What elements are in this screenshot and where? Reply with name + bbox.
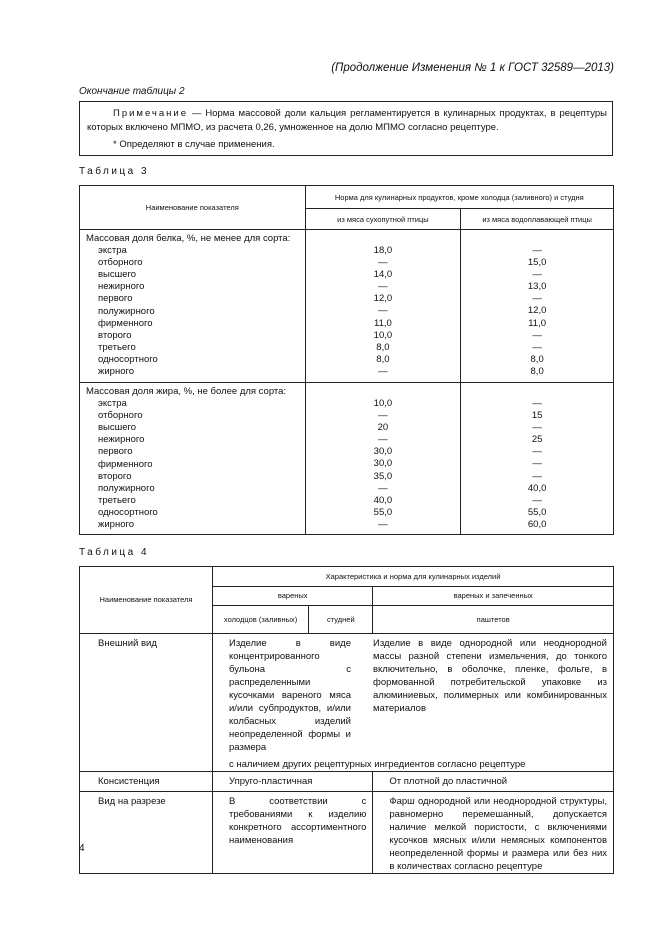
table3-cell: 35,0 [373,470,393,482]
table4-row-section-name: Вид на разрезе [80,792,213,874]
table3-group2-names [80,383,306,535]
table3-cell: — [532,293,542,305]
table3-cell: — [378,257,388,269]
table3-group2-col2 [461,383,614,535]
table3-row-name: жирного [98,366,135,378]
table4-head-boiled: вареных [213,587,373,606]
table3-cell: 8,0 [530,353,544,365]
table4-r1-common: с наличием других рецептурных ингредиентов согласно рецептуре [229,759,526,770]
table4-row-appearance-name: Внешний вид [80,634,213,772]
table3-cell: 55,0 [527,506,547,518]
table3-cell: 60,0 [527,518,547,530]
table3-row-name: отборного [98,410,143,422]
table3-row-name: экстра [98,245,127,257]
table3-group1-names [80,230,306,383]
note-body: — Норма массовой доли кальция регламентируется в кулинарных продуктах, в рецептуры которых включено МПМО, из расчета 0,26, умноженное на долю МПМО согласно рецептуре. [87,108,607,133]
table4-caption: Таблица 4 [79,547,150,558]
table3-head-norm: Норма для кулинарных продуктов, кроме холодца (заливного) и студня [305,186,613,209]
table3-cell: 20 [377,422,389,434]
table3-cell: — [532,329,542,341]
table3-cell: 40,0 [373,494,393,506]
table3-cell: — [378,410,388,422]
table3-row-name: первого [98,293,133,305]
table3-cell: — [532,269,542,281]
table3 [79,185,614,535]
table3-cell: 8,0 [376,353,390,365]
table3-row-name: первого [98,446,133,458]
table3-row-name: второго [98,470,132,482]
table3-cell: 13,0 [527,281,547,293]
note-label: Примечание [113,108,188,119]
note-text [87,107,607,134]
table3-cell: — [378,281,388,293]
table3-cell: — [532,245,542,256]
table3-cell: — [378,434,388,446]
table3-cell: 15,0 [527,257,547,269]
table3-head-col1: из мяса сухопутной птицы [305,209,461,230]
table3-cell: 12,0 [527,305,547,317]
table3-cell: 8,0 [530,365,544,377]
table-continuation-label: Окончание таблицы 2 [79,86,185,97]
table3-cell: 25 [531,434,543,446]
table4-head-studen: студней [309,606,373,634]
table4-r1-b: Изделие в виде однородной или неоднородной массы разной степени измельчения, до тонкого включительно, в оболочке, пленке, фольге, в формованной потребительской упаковке из алюминиевых, полимерных или комбинированных материалов [373,638,607,714]
table3-cell: 11,0 [374,317,392,329]
page-number: 4 [79,843,85,854]
table4-r2-a: Упруго-пластичная [213,772,373,792]
table3-row-name: отборного [98,257,143,269]
table3-head-col2: из мяса водоплавающей птицы [461,209,614,230]
table3-cell: 8,0 [376,341,390,353]
table4-head-char: Характеристика и норма для кулинарных изделий [213,567,614,587]
table3-cell: — [378,518,388,530]
table3-cell: 30,0 [373,458,393,470]
table3-row-name: фирменного [98,458,153,470]
table3-row-name: высшего [98,269,137,281]
table3-cell: — [532,398,542,409]
table4-r2-b: От плотной до пластичной [373,772,614,792]
table3-row-name: нежирного [98,281,145,293]
page-header: (Продолжение Изменения № 1 к ГОСТ 32589—2013) [331,62,614,74]
table3-group2-title: Массовая доля жира, %, не более для сорта: [86,386,287,397]
table3-cell: — [378,365,388,377]
table3-cell: — [378,305,388,317]
table3-row-name: второго [98,329,132,341]
table4-r1-a: Изделие в виде концентрированного бульона с распределенными кусочками вареного мяса и/или субпродуктов, и/или колбасных изделий неопределенной формы и размера [229,638,351,753]
table3-group1-col1 [305,230,461,383]
table3-cell: 15 [531,410,543,422]
table3-row-name: высшего [98,422,137,434]
table3-head-indicator: Наименование показателя [80,186,306,230]
table4-head-pashtet: паштетов [373,606,614,634]
table3-row-name: жирного [98,519,135,531]
table3-cell: 14,0 [373,269,393,281]
table3-cell: — [532,446,542,458]
table3-row-name: экстра [98,398,127,410]
table3-row-name: третьего [98,494,136,506]
table3-cell: 18,0 [373,245,393,256]
table3-cell: 10,0 [373,398,393,409]
table3-cell: — [532,470,542,482]
table3-row-name: третьего [98,341,136,353]
table3-cell: — [532,341,542,353]
table3-cell: 55,0 [373,506,393,518]
table3-row-name: односортного [98,506,158,518]
table3-cell: — [378,482,388,494]
table4-head-holodets: холодцов (заливных) [213,606,309,634]
table4-r3-b: Фарш однородной или неоднородной структуры, равномерно перемешанный, допускается наличие мелкой пористости, с включениями кусочков мясных и/или немясных компонентов неопределенной формы и размера или без них в количествах согласно рецептуре [373,792,614,874]
table4-row-consistency-name: Консистенция [80,772,213,792]
table4-r3-a: В соответствии с требованиями к изделию конкретного ассортиментного наименования [213,792,373,874]
table3-cell: — [532,494,542,506]
table3-cell: 30,0 [373,446,393,458]
table3-cell: 11,0 [528,317,547,329]
table3-cell: 12,0 [373,293,393,305]
table3-row-name: полужирного [98,305,155,317]
note-footnote: * Определяют в случае применения. [113,139,275,150]
table3-cell: — [532,422,542,434]
table3-cell: 40,0 [527,482,547,494]
table3-caption: Таблица 3 [79,166,150,177]
table4-head-boiled-baked: вареных и запеченных [373,587,614,606]
table3-cell: — [532,458,542,470]
table4-row-appearance-values [213,634,614,772]
table3-row-name: односортного [98,353,158,365]
table3-row-name: фирменного [98,317,153,329]
table4 [79,566,614,874]
table3-group1-col2 [461,230,614,383]
table3-row-name: полужирного [98,482,155,494]
table3-row-name: нежирного [98,434,145,446]
table3-group1-title: Массовая доля белка, %, не менее для сорта: [86,233,291,244]
table2-note [79,101,613,156]
table4-head-indicator: Наименование показателя [80,567,213,634]
table3-cell: 10,0 [373,329,393,341]
table3-group2-col1 [305,383,461,535]
